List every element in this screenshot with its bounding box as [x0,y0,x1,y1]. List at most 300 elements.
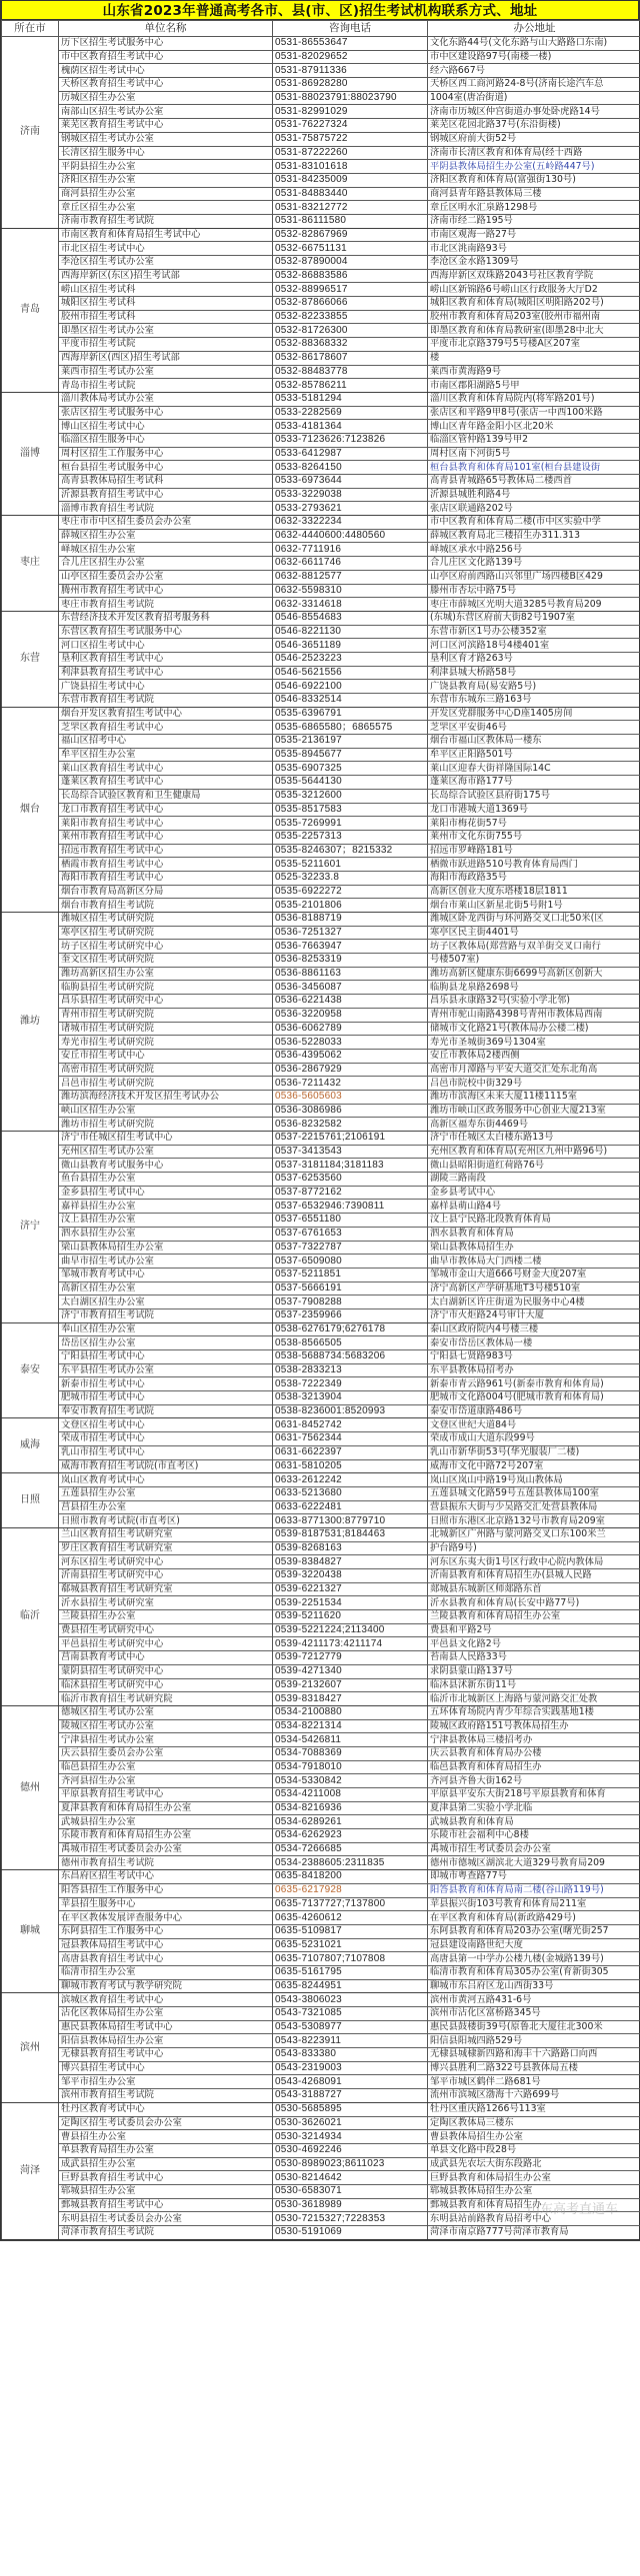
org-name-cell: 定陶区招生考试委员会办公室 [59,2116,273,2130]
phone-cell: 0632-5598310 [273,584,428,598]
phone-cell: 0532-88483778 [273,365,428,379]
org-name-cell: 济阳区招生办公室 [59,173,273,187]
address-cell: 菏泽市南京路777号菏泽市教育局 [428,2226,640,2240]
org-name-cell: 高唐县教育招生考试中心 [59,1952,273,1966]
org-name-cell: 安丘市招生考试中心 [59,1049,273,1063]
org-name-cell: 金乡县招生考试中心 [59,1186,273,1200]
phone-cell: 0539-5221224;2113400 [273,1623,428,1637]
table-row [2,475,640,489]
city-cell: 菏泽 [2,2102,59,2239]
address-cell: 岚山区岚山中路19号岚山教体局 [428,1473,640,1487]
org-name-cell: 聊城市教育考试与教学研究院 [59,1979,273,1993]
table-row [2,1173,640,1187]
org-name-cell: 乳山市招生考试中心 [59,1445,273,1459]
org-name-cell: 牟平区招生办公室 [59,748,273,762]
phone-cell: 0635-5109817 [273,1924,428,1938]
org-name-cell: 潍坊市招生考试研究院 [59,1118,273,1132]
phone-cell: 0531-83101618 [273,160,428,174]
org-name-cell: 邹平市招生办公室 [59,2075,273,2089]
phone-cell: 0530-6583071 [273,2184,428,2198]
table-row [2,201,640,215]
org-name-cell: 冠县教体局招生考试中心 [59,1938,273,1952]
phone-cell: 0536-6062789 [273,1022,428,1036]
phone-cell: 0530-3626021 [273,2116,428,2130]
table-row [2,1541,640,1555]
table-row [2,748,640,762]
phone-cell: 0632-3314618 [273,598,428,612]
address-cell: 济宁市火炬路24号审计大厦 [428,1308,640,1322]
sheet-title: 山东省2023年普通高考各市、县(市、区)招生考试机构联系方式、地址 [1,0,639,20]
table-row [2,1842,640,1856]
table-row [2,1418,640,1432]
address-cell: 滨州市黄河五路431-6号 [428,1993,640,2007]
phone-cell: 0546-8554683 [273,611,428,625]
org-name-cell: 岚山区教育考试中心 [59,1473,273,1487]
phone-cell: 0531-83212772 [273,201,428,215]
table-row [2,1486,640,1500]
org-name-cell: 奉安市教育招生考试院 [59,1404,273,1418]
address-cell: 西海岸新区双珠路2043号社区教育学院 [428,269,640,283]
table-row [2,502,640,516]
table-row [2,1965,640,1979]
phone-cell: 0533-7123626:7123826 [273,433,428,447]
phone-cell: 0536-4395062 [273,1049,428,1063]
org-name-cell: 莒县招生办公室 [59,1500,273,1514]
org-name-cell: 利津县教育招生考试中心 [59,666,273,680]
org-name-cell: 福山区招考中心 [59,735,273,749]
org-name-cell: 宁津县招生考试办公室 [59,1733,273,1747]
phone-cell: 0539-8268163 [273,1541,428,1555]
address-cell: 沂源县城胜利路4号 [428,488,640,502]
address-cell: 济宁市任城区太白楼东路13号 [428,1132,640,1146]
table-row [2,2089,640,2103]
phone-cell: 0537-7322787 [273,1241,428,1255]
org-name-cell: 天桥区教育招生考试中心 [59,78,273,92]
phone-cell: 0632-7711916 [273,543,428,557]
phone-cell: 0635-5161795 [273,1965,428,1979]
org-name-cell: 周村区招生工作服务中心 [59,447,273,461]
table-row [2,420,640,434]
address-cell: 郓城县教体局招生办公室 [428,2184,640,2198]
table-row [2,2034,640,2048]
phone-cell: 0635-8418200 [273,1870,428,1884]
city-cell: 聊城 [2,1870,59,1993]
address-cell: 无棣县城棣新四路和海丰十六路路口向西 [428,2048,640,2062]
phone-cell: 0535-3212600 [273,789,428,803]
address-cell: 博兴县胜利二路322号县教体局五楼 [428,2061,640,2075]
address-cell: 天桥区西工商河路24-8号(济南长途汽车总 [428,78,640,92]
address-cell: 东营市东城东三路163号 [428,694,640,708]
address-cell: 泰山区政府院内4号楼三楼 [428,1322,640,1336]
phone-cell: 0537-8772162 [273,1186,428,1200]
org-name-cell: 在平区教体发展评查服务中心 [59,1911,273,1925]
table-row [2,146,640,160]
phone-cell: 0543-5308977 [273,2020,428,2034]
table-row [2,1746,640,1760]
org-name-cell: 微山县教育考试服务中心 [59,1159,273,1173]
org-name-cell: 曲早市招生考试办公室 [59,1255,273,1269]
org-name-cell: 鄄城县教育招生考试中心 [59,2198,273,2212]
org-name-cell: 牡丹区教育考试中心 [59,2102,273,2116]
table-row [2,1282,640,1295]
phone-cell: 0539-4211173:4211174 [273,1637,428,1651]
address-cell: 薛城区教育局北三楼招生办311.313 [428,529,640,543]
address-cell: 宁阳县七贤路983号 [428,1350,640,1364]
address-cell: 平阴县教体局招生办公室(五岭路447号) [428,160,640,174]
table-row [2,1377,640,1391]
org-name-cell: 市北区招生考试中心 [59,242,273,256]
org-name-cell: 张店区招生考试服务中心 [59,406,273,420]
table-row [2,1719,640,1733]
address-cell: 烟台市莱山区新星北街5号附1号 [428,899,640,913]
org-name-cell: 滨城区教育招生考试中心 [59,1993,273,2007]
address-cell: 市中区教育和体育局二楼(市中区实验中学 [428,516,640,530]
address-cell: 东营市新区1号办公楼352室 [428,625,640,639]
table-row [2,666,640,680]
phone-cell: 0531-86111580 [273,214,428,228]
address-cell: 求阴县蒙山路137号 [428,1664,640,1678]
phone-cell: 0531-76227324 [273,119,428,133]
table-row [2,913,640,927]
org-name-cell: 临清市招生办公室 [59,1965,273,1979]
address-cell: 文化东路44号(文化东路与山大路路口东南) [428,37,640,51]
org-name-cell: 梁山县教体局招生办公室 [59,1241,273,1255]
table-row [2,1459,640,1473]
org-name-cell: 滨州市教育招生考试院 [59,2089,273,2103]
phone-cell: 0633-5213680 [273,1486,428,1500]
address-cell: 齐河县齐鲁大街162号 [428,1774,640,1788]
phone-cell: 0538-2833213 [273,1363,428,1377]
org-name-cell: 薛城区招生办公室 [59,529,273,543]
org-name-cell: 嘉祥县招生办公室 [59,1200,273,1214]
address-cell: 成武县先农坛大街东段路北 [428,2157,640,2171]
address-cell: 芝罘区平安街46号 [428,721,640,735]
table-row [2,160,640,174]
address-cell: 新泰市青云路961号(新泰市教育和体育局) [428,1377,640,1391]
phone-cell: 0537-7908288 [273,1295,428,1309]
table-row [2,2020,640,2034]
phone-cell: 0631-7562344 [273,1432,428,1446]
org-name-cell: 峡山区招生办公室 [59,1104,273,1118]
org-name-cell: 平阴县招生办公室 [59,160,273,174]
org-name-cell: 龙口市教育招生考试中心 [59,803,273,817]
address-cell: 东明县站前路教育局招考中心 [428,2212,640,2226]
table-row [2,1596,640,1610]
org-name-cell: 昌乐县招生考试研究中心 [59,995,273,1009]
table-row [2,2143,640,2157]
org-name-cell: 峄城区招生办公室 [59,543,273,557]
phone-cell: 0539-2132607 [273,1678,428,1692]
phone-cell: 0535-2136197 [273,735,428,749]
org-name-cell: 济宁市任城区招生考试中心 [59,1132,273,1146]
phone-cell: 0633-2612242 [273,1473,428,1487]
address-cell: 济阳区教育和体育局(富强街130号) [428,173,640,187]
address-cell: 东阿县教育和体育局203办公室(曙光街257 [428,1924,640,1938]
table-row [2,1200,640,1214]
org-name-cell: 历下区招生考试服务中心 [59,37,273,51]
phone-cell: 0531-87222260 [273,146,428,160]
phone-cell: 0538-8566505 [273,1336,428,1350]
table-row [2,1897,640,1911]
org-name-cell: 禹城市招生考试委员会办公室 [59,1842,273,1856]
address-cell: 城阳区教育和体育局(城阳区明阳路202号) [428,297,640,311]
org-name-cell: 东营区教育招生考试服务中心 [59,625,273,639]
address-cell: 临沂市北城新区上海路与蒙河路交汇处教 [428,1692,640,1706]
city-cell: 枣庄 [2,516,59,612]
address-cell: 市中区建设路97号(南楼一楼) [428,50,640,64]
org-name-cell: 临朐县招生考试研究院 [59,981,273,995]
table-row [2,1473,640,1487]
table-row [2,488,640,502]
org-name-cell: 河东区招生考试研究中心 [59,1555,273,1569]
phone-cell: 0531-84883440 [273,187,428,201]
table-row [2,1445,640,1459]
address-cell: 嘉样县萌山路4号 [428,1200,640,1214]
table-row [2,1801,640,1815]
phone-cell: 0536-6221438 [273,995,428,1009]
phone-cell: 0530-3214934 [273,2130,428,2144]
table-row [2,1145,640,1159]
address-cell: 莱芜区花园北路37号(东沿街楼) [428,119,640,133]
table-row [2,1336,640,1350]
phone-cell: 0536-7663947 [273,940,428,954]
address-cell: 微山县昭阳街道红荷路76号 [428,1159,640,1173]
phone-cell: 0535-2101806 [273,899,428,913]
address-cell: 高密市月潭路与平安大道交汇处东北角高 [428,1063,640,1077]
table-row [2,119,640,133]
org-name-cell: 罗庄区教育招生考试研究室 [59,1541,273,1555]
phone-cell: 0537-3413543 [273,1145,428,1159]
org-name-cell: 广饶县招生考试中心 [59,680,273,694]
address-cell: 商河县青年路县教体局三楼 [428,187,640,201]
table-row [2,652,640,666]
phone-cell: 0530-3618989 [273,2198,428,2212]
table-row [2,1500,640,1514]
address-cell: 号楼507室) [428,954,640,968]
phone-cell: 0530-5191069 [273,2226,428,2240]
phone-cell: 0537-5666191 [273,1282,428,1295]
table-row [2,2226,640,2240]
phone-cell: 0530-4692246 [273,2143,428,2157]
phone-cell: 0538-8236001:8520993 [273,1404,428,1418]
table-row [2,64,640,78]
phone-cell: 0631-5810205 [273,1459,428,1473]
address-cell: 阳答县教育和体育局南二楼(谷山路119号) [428,1883,640,1897]
table-row [2,2102,640,2116]
phone-cell: 0530-8214642 [273,2171,428,2185]
phone-cell: 0631-6622397 [273,1445,428,1459]
phone-cell: 0633-8771300:8779710 [273,1514,428,1528]
table-row [2,1952,640,1966]
address-cell: 利津县城大桥路58号 [428,666,640,680]
phone-cell: 0531-86928280 [273,78,428,92]
table-row [2,37,640,51]
phone-cell: 0535-7269991 [273,817,428,831]
address-cell: 邹城市金山大道666号财金大度207室 [428,1268,640,1282]
address-cell: 章丘区明水汇泉路1298号 [428,201,640,215]
org-name-cell: 费县招生考试研究中心 [59,1623,273,1637]
table-row [2,406,640,420]
table-row [2,187,640,201]
address-cell: 楼 [428,351,640,365]
address-cell: 河口区河滨路18号4楼401室 [428,639,640,653]
table-row [2,885,640,899]
table-row [2,817,640,831]
address-cell: 合儿庄区文化路139号 [428,557,640,571]
address-cell: 金乡县考试中心 [428,1186,640,1200]
org-name-cell: 钢城区招生考试办公室 [59,132,273,146]
address-cell: 储城市文化路21号(教体局办公楼二楼) [428,1022,640,1036]
address-cell: 文登区世纪大道84号 [428,1418,640,1432]
phone-cell: 0530-7215327;7228353 [273,2212,428,2226]
org-name-cell: 鱼台县招生办公室 [59,1173,273,1187]
org-name-cell: 奎文区招生考试研究院 [59,954,273,968]
phone-cell: 0532-86883586 [273,269,428,283]
org-name-cell: 菏泽市教育招生考试院 [59,2226,273,2240]
org-name-cell: 诸城市招生考试研究院 [59,1022,273,1036]
table-row [2,1938,640,1952]
org-name-cell: 东平县招生考试办公室 [59,1363,273,1377]
org-name-cell: 高密市招生考试研究院 [59,1063,273,1077]
table-row [2,1322,640,1336]
org-name-cell: 市南区教育和体育局招生考试中心 [59,228,273,242]
phone-cell: 0536-8253319 [273,954,428,968]
table-row [2,1104,640,1118]
address-cell: 牡丹区重庆路1266号113室 [428,2102,640,2116]
org-name-cell: 东阿县招生工作服务中心 [59,1924,273,1938]
table-row [2,1255,640,1269]
table-row [2,1527,640,1541]
address-cell: 鄄城县教育和体育局招生办 [428,2198,640,2212]
table-row [2,2007,640,2021]
org-name-cell: 充州区招生考试办公室 [59,1145,273,1159]
org-name-cell: 太白湖区招生办公室 [59,1295,273,1309]
org-name-cell: 五莲县招生办公室 [59,1486,273,1500]
table-row [2,2048,640,2062]
org-name-cell: 日照市教育考试院(市直考区) [59,1514,273,1528]
address-cell: 临沐县沭新东街11号 [428,1678,640,1692]
org-name-cell: 乐陵市教育和体育局招生办公室 [59,1829,273,1843]
org-name-cell: 博兴县招生考试中心 [59,2061,273,2075]
org-name-cell: 章丘区招生办公室 [59,201,273,215]
table-row [2,433,640,447]
table-row [2,899,640,913]
table-row [2,1623,640,1637]
org-name-cell: 潍坊滨海经济技术开发区招生考试办公 [59,1090,273,1104]
table-row [2,1295,640,1309]
phone-cell: 0536-7211432 [273,1077,428,1091]
address-cell: 充州区教育和体育局(充州区九州中路96号) [428,1145,640,1159]
table-row [2,173,640,187]
table-row [2,1582,640,1596]
address-cell: 坊子区教体局(郑营路与双羊街交叉口南行 [428,940,640,954]
address-cell: 即墨区教育和体育局教研室(即墨28中北大 [428,324,640,338]
phone-cell: 0535-6907325 [273,762,428,776]
table-row [2,926,640,940]
phone-cell: 0535-5644130 [273,776,428,790]
address-cell: 梁山县教体局招生办 [428,1241,640,1255]
org-name-cell: 东营市教育招生考试院 [59,694,273,708]
phone-cell: 0537-6532946:7390811 [273,1200,428,1214]
table-row [2,1788,640,1802]
table-row [2,1651,640,1665]
address-cell: 蓬莱区海市路177号 [428,776,640,790]
address-cell: 苔南县人民路33号 [428,1651,640,1665]
phone-cell: 0538-6276179;6276178 [273,1322,428,1336]
phone-cell: 0632-4440600:4480560 [273,529,428,543]
org-name-cell: 单县教育局招生办公室 [59,2143,273,2157]
phone-cell: 0635-8244951 [273,1979,428,1993]
address-cell: 海阳市海政路35号 [428,871,640,885]
phone-cell: 0537-2359966 [273,1308,428,1322]
phone-cell: 0535-6865580；6865575 [273,721,428,735]
table-row [2,1829,640,1843]
phone-cell: 0635-7107807;7107808 [273,1952,428,1966]
header-phone: 咨询电话 [273,21,428,37]
table-row [2,2116,640,2130]
org-name-cell: 平邑县招生考试研究中心 [59,1637,273,1651]
address-cell: 高新区福寿东街4469号 [428,1118,640,1132]
city-cell: 淄博 [2,392,59,515]
table-row [2,324,640,338]
address-cell: 惠民县鼓楼街39号(原鲁北大厦往北300米 [428,2020,640,2034]
table-row [2,1241,640,1255]
org-name-cell: 东明县招生考试委员会办公室 [59,2212,273,2226]
table-row [2,981,640,995]
address-cell: 莱山区迎春大街祥隆国际14C [428,762,640,776]
address-cell: 苹县振兴街103号教育和体育局211室 [428,1897,640,1911]
phone-cell: 0536-8232582 [273,1118,428,1132]
address-cell: 山亭区府前西路山兴邻里广场四楼B区429 [428,570,640,584]
header-name: 单位名称 [59,21,273,37]
org-name-cell: 庆云县招生委员会办公室 [59,1746,273,1760]
address-cell: 东平县教体局招考办 [428,1363,640,1377]
table-row [2,1610,640,1624]
phone-cell: 0538-7222349 [273,1377,428,1391]
org-name-cell: 惠民县教体局招生考试中心 [59,2020,273,2034]
table-row [2,940,640,954]
phone-cell: 0546-6922100 [273,680,428,694]
table-row [2,844,640,858]
address-cell: 滨州市沾化区富桥路345号 [428,2007,640,2021]
address-cell: 沂南县教育和体育局招生办(县城人民路 [428,1569,640,1583]
org-name-cell: 淄川教体局考试办公室 [59,392,273,406]
phone-cell: 0533-5181294 [273,392,428,406]
org-name-cell: 莱山区教育招生考试中心 [59,762,273,776]
city-cell: 泰安 [2,1322,59,1418]
table-row [2,2198,640,2212]
table-row [2,1678,640,1692]
org-name-cell: 沂南县招生考试研究中心 [59,1569,273,1583]
org-name-cell: 青州市招生考试研究院 [59,1008,273,1022]
address-cell: 威海市文化中路72号207室 [428,1459,640,1473]
phone-cell: 0536-7251327 [273,926,428,940]
address-cell: 济南市历城区仲宫街道办事处卧虎路14号 [428,105,640,119]
phone-cell: 0533-2793621 [273,502,428,516]
org-name-cell: 招远市教育招生考试中心 [59,844,273,858]
address-cell: 莱州市文化东街755号 [428,830,640,844]
address-cell: 龙口市港城大道1369号 [428,803,640,817]
phone-cell: 0535-5211601 [273,858,428,872]
address-cell: 寒亭区民主街4401号 [428,926,640,940]
org-name-cell: 巨野县教育招生考试中心 [59,2171,273,2185]
org-name-cell: 沂源县教育招生考试中心 [59,488,273,502]
phone-cell: 0534-7088369 [273,1746,428,1760]
org-name-cell: 德城区招生考试办公室 [59,1705,273,1719]
table-row [2,694,640,708]
org-name-cell: 东昌府区招生考试中心 [59,1870,273,1884]
table-row [2,1815,640,1829]
